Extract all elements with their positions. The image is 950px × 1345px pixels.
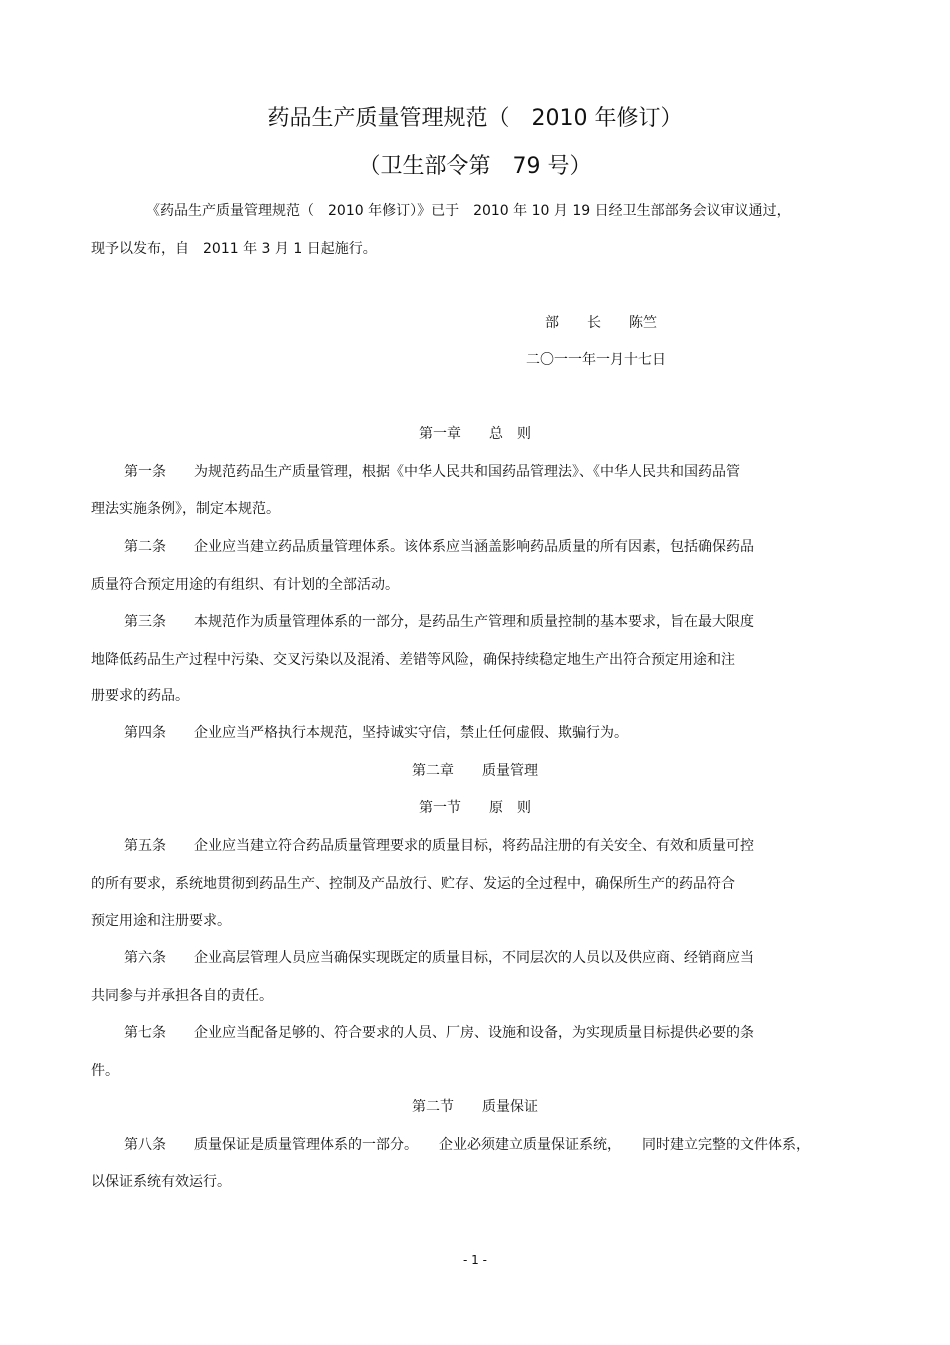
article-3-line-2: 地降低药品生产过程中污染、交叉污染以及混淆、差错等风险，确保持续稳定地生产出符合预定用途和注 (91, 652, 735, 668)
preamble-line-1: 《药品生产质量管理规范（ 2010 年修订）》已于 2010 年 10 月 19 日经卫生部部务会议审议通过， (146, 203, 791, 219)
document-title: 药品生产质量管理规范（ 2010 年修订） (267, 106, 683, 131)
article-4: 第四条 企业应当严格执行本规范，坚持诚实守信，禁止任何虚假、欺骗行为。 (124, 725, 628, 741)
article-5-line-1: 第五条 企业应当建立符合药品质量管理要求的质量目标，将药品注册的有关安全、有效和质量可控 (124, 838, 754, 854)
article-1-line-1: 第一条 为规范药品生产质量管理，根据《中华人民共和国药品管理法》、《中华人民共和国药品管 (124, 464, 740, 480)
article-2-line-2: 质量符合预定用途的有组织、有计划的全部活动。 (91, 577, 399, 593)
chapter-heading-2: 第二章 质量管理 (412, 763, 538, 779)
preamble-line-2: 现予以发布，自 2011 年 3 月 1 日起施行。 (91, 241, 377, 257)
article-1-line-2: 理法实施条例》，制定本规范。 (91, 501, 280, 517)
chapter-heading-1: 第一章 总 则 (419, 426, 531, 442)
article-2-line-1: 第二条 企业应当建立药品质量管理体系。该体系应当涵盖影响药品质量的所有因素，包括确保药品 (124, 539, 754, 555)
document-subtitle: （卫生部令第 79 号） (358, 154, 592, 179)
signature: 部 长 陈竺 (545, 315, 657, 331)
article-5-line-2: 的所有要求，系统地贯彻到药品生产、控制及产品放行、贮存、发运的全过程中，确保所生产的药品符合 (91, 876, 735, 892)
article-8-line-1: 第八条 质量保证是质量管理体系的一部分。 企业必须建立质量保证系统， 同时建立完整的文件体系， (124, 1137, 810, 1153)
article-8-line-2: 以保证系统有效运行。 (91, 1174, 231, 1190)
article-5-line-3: 预定用途和注册要求。 (91, 913, 231, 929)
section-heading-2: 第二节 质量保证 (412, 1099, 538, 1115)
article-7-line-1: 第七条 企业应当配备足够的、符合要求的人员、厂房、设施和设备，为实现质量目标提供必要的条 (124, 1025, 754, 1041)
article-7-line-2: 件。 (91, 1063, 119, 1079)
article-3-line-1: 第三条 本规范作为质量管理体系的一部分，是药品生产管理和质量控制的基本要求，旨在最大限度 (124, 614, 754, 630)
article-6-line-2: 共同参与并承担各自的责任。 (91, 988, 273, 1004)
article-3-line-3: 册要求的药品。 (91, 688, 189, 704)
article-6-line-1: 第六条 企业高层管理人员应当确保实现既定的质量目标，不同层次的人员以及供应商、经销商应当 (124, 950, 754, 966)
signature-date: 二〇一一年一月十七日 (526, 352, 666, 368)
page-number: - 1 - (463, 1253, 487, 1267)
section-heading-1: 第一节 原 则 (419, 800, 531, 816)
